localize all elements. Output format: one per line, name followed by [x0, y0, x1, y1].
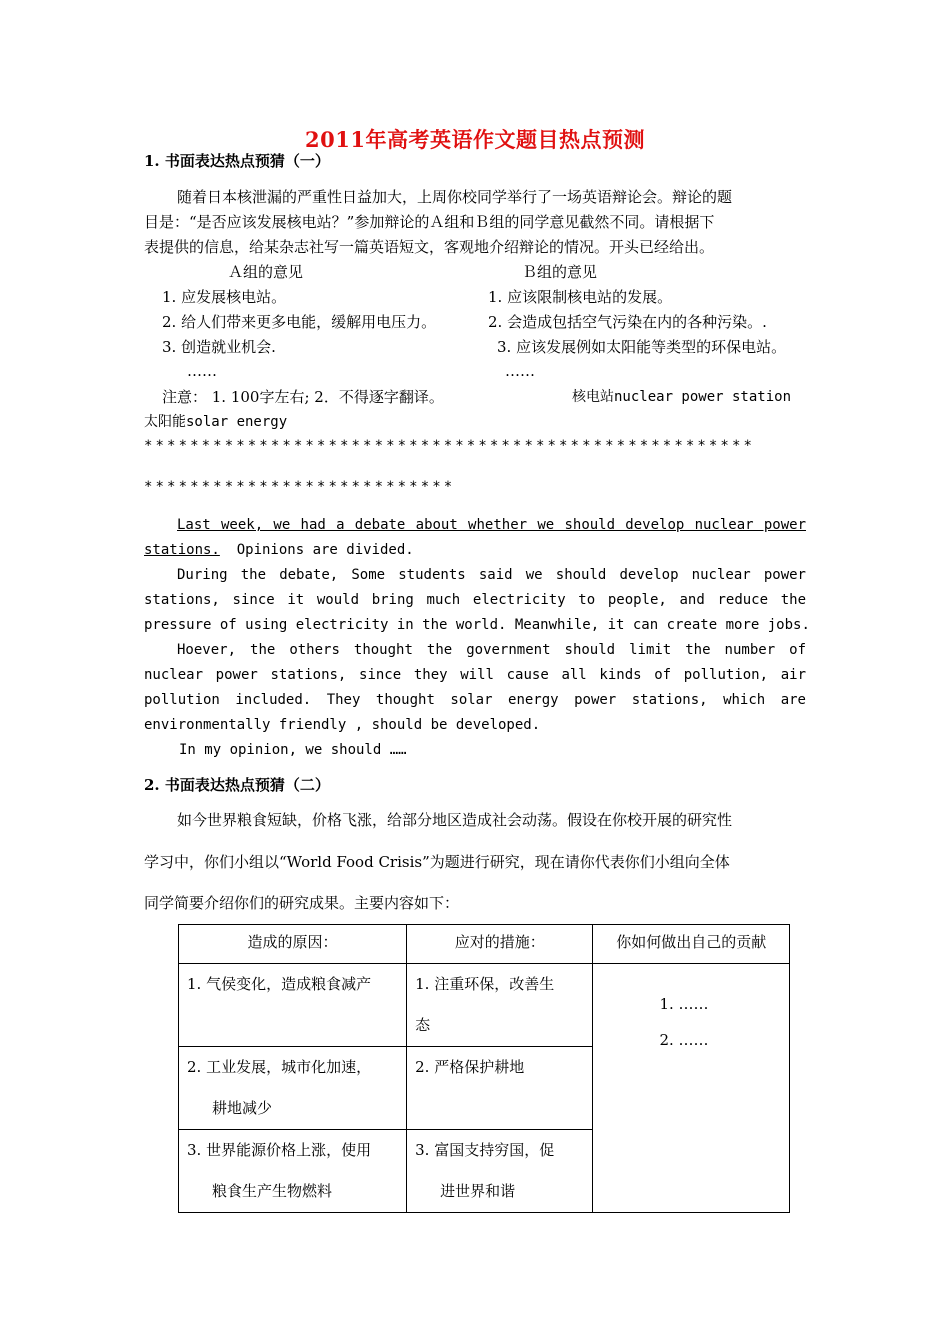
- research-table: [178, 924, 790, 1213]
- section2-heading: 2. 书面表达热点预猜（二）: [144, 776, 330, 794]
- note-vocab-nuclear: 核电站nuclear power station: [572, 389, 792, 405]
- essay-line: environmentally friendly , should be developed.: [144, 717, 541, 733]
- essay-line: pressure of using electricity in the world. Meanwhile, it can create more jobs.: [144, 617, 810, 633]
- essay-opening: Last week, we had a debate about whether we should develop nuclear power: [177, 517, 806, 533]
- table-header: 你如何做出自己的贡献: [593, 925, 790, 964]
- table-header-row: [179, 925, 790, 964]
- section2-intro-line: 如今世界粮食短缺，价格飞涨，给部分地区造成社会动荡。假设在你校开展的研究性: [177, 811, 733, 829]
- measure-text: 1. 注重环保，改善生: [415, 975, 555, 993]
- cause-text: 1. 气侯变化，造成粮食减产: [187, 975, 372, 993]
- group-b-item: 1. 应该限制核电站的发展。: [488, 288, 673, 306]
- section1-heading: 1. 书面表达热点预猜（一）: [144, 152, 330, 170]
- measure-text: 进世界和谐: [440, 1182, 516, 1200]
- star-divider: *****************************************************: [144, 438, 756, 454]
- section1-intro-line: 随着日本核泄漏的严重性日益加大，上周你校同学举行了一场英语辩论会。辩论的题: [177, 188, 733, 206]
- essay-opening-end: [144, 541, 414, 559]
- group-b-item: ……: [505, 362, 535, 380]
- page-title: 2011年高考英语作文题目热点预测: [305, 127, 645, 152]
- measure-cell: [407, 1047, 593, 1130]
- contribution-cell: [593, 964, 790, 1213]
- essay-closing: In my opinion, we should ……: [179, 742, 407, 758]
- essay-line: Hoever, the others thought the government should limit the number of: [177, 642, 806, 658]
- table-header: 造成的原因：: [179, 925, 407, 964]
- section2-intro-line: 同学简要介绍你们的研究成果。主要内容如下：: [144, 894, 460, 912]
- group-b-item: 2. 会造成包括空气污染在内的各种污染。.: [488, 313, 767, 331]
- cause-cell: [179, 1047, 407, 1130]
- essay-line: pollution included. They thought solar energy power stations, which are: [144, 692, 806, 708]
- group-a-item: 1. 应发展核电站。: [162, 288, 287, 306]
- cause-cell: [179, 1130, 407, 1213]
- measure-text: 3. 富国支持穷国，促: [415, 1141, 555, 1159]
- table-header: 应对的措施：: [407, 925, 593, 964]
- cause-cell: [179, 964, 407, 1047]
- measure-cell: [407, 1130, 593, 1213]
- table-row: [179, 964, 790, 1047]
- measure-text: 2. 严格保护耕地: [415, 1058, 525, 1076]
- section1-intro-line: 目是：“是否应该发展核电站？”参加辩论的Ａ组和Ｂ组的同学意见截然不同。请根据下: [144, 213, 715, 231]
- essay-line: nuclear power stations, since they will cause all kinds of pollution, air: [144, 667, 806, 683]
- contribution-item: 2. ……: [659, 1031, 709, 1049]
- essay-opening-rest: Opinions are divided.: [236, 542, 414, 558]
- section2-intro-line: 学习中，你们小组以“World Food Crisis”为题进行研究，现在请你代表你们小组向全体: [144, 853, 730, 871]
- essay-line: During the debate, Some students said we should develop nuclear power: [177, 567, 806, 583]
- cause-text: 粮食生产生物燃料: [212, 1182, 333, 1200]
- measure-text: 态: [415, 1016, 431, 1034]
- essay-line: stations, since it would bring much electricity to people, and reduce the: [144, 592, 806, 608]
- cause-text: 2. 工业发展，城市化加速，: [187, 1058, 372, 1076]
- group-a-item: ……: [187, 362, 217, 380]
- contribution-item: 1. ……: [659, 995, 709, 1013]
- group-a-item: 3. 创造就业机会.: [162, 338, 276, 356]
- cause-text: 3. 世界能源价格上涨，使用: [187, 1141, 372, 1159]
- star-divider: ***************************: [144, 479, 456, 495]
- section1-intro-line: 表提供的信息，给某杂志社写一篇英语短文，客观地介绍辩论的情况。开头已经给出。: [144, 238, 715, 256]
- note-requirements: 注意： 1. 100字左右; 2．不得逐字翻译。: [162, 388, 444, 406]
- group-b-title: Ｂ组的意见: [522, 263, 598, 281]
- cause-text: 耕地减少: [212, 1099, 273, 1117]
- note-vocab-solar: 太阳能solar energy: [144, 414, 288, 430]
- essay-opening-underlined: stations.: [144, 542, 220, 558]
- group-a-item: 2. 给人们带来更多电能，缓解用电压力。: [162, 313, 437, 331]
- measure-cell: [407, 964, 593, 1047]
- group-a-title: Ａ组的意见: [228, 263, 304, 281]
- group-b-item: 3. 应该发展例如太阳能等类型的环保电站。: [497, 338, 787, 356]
